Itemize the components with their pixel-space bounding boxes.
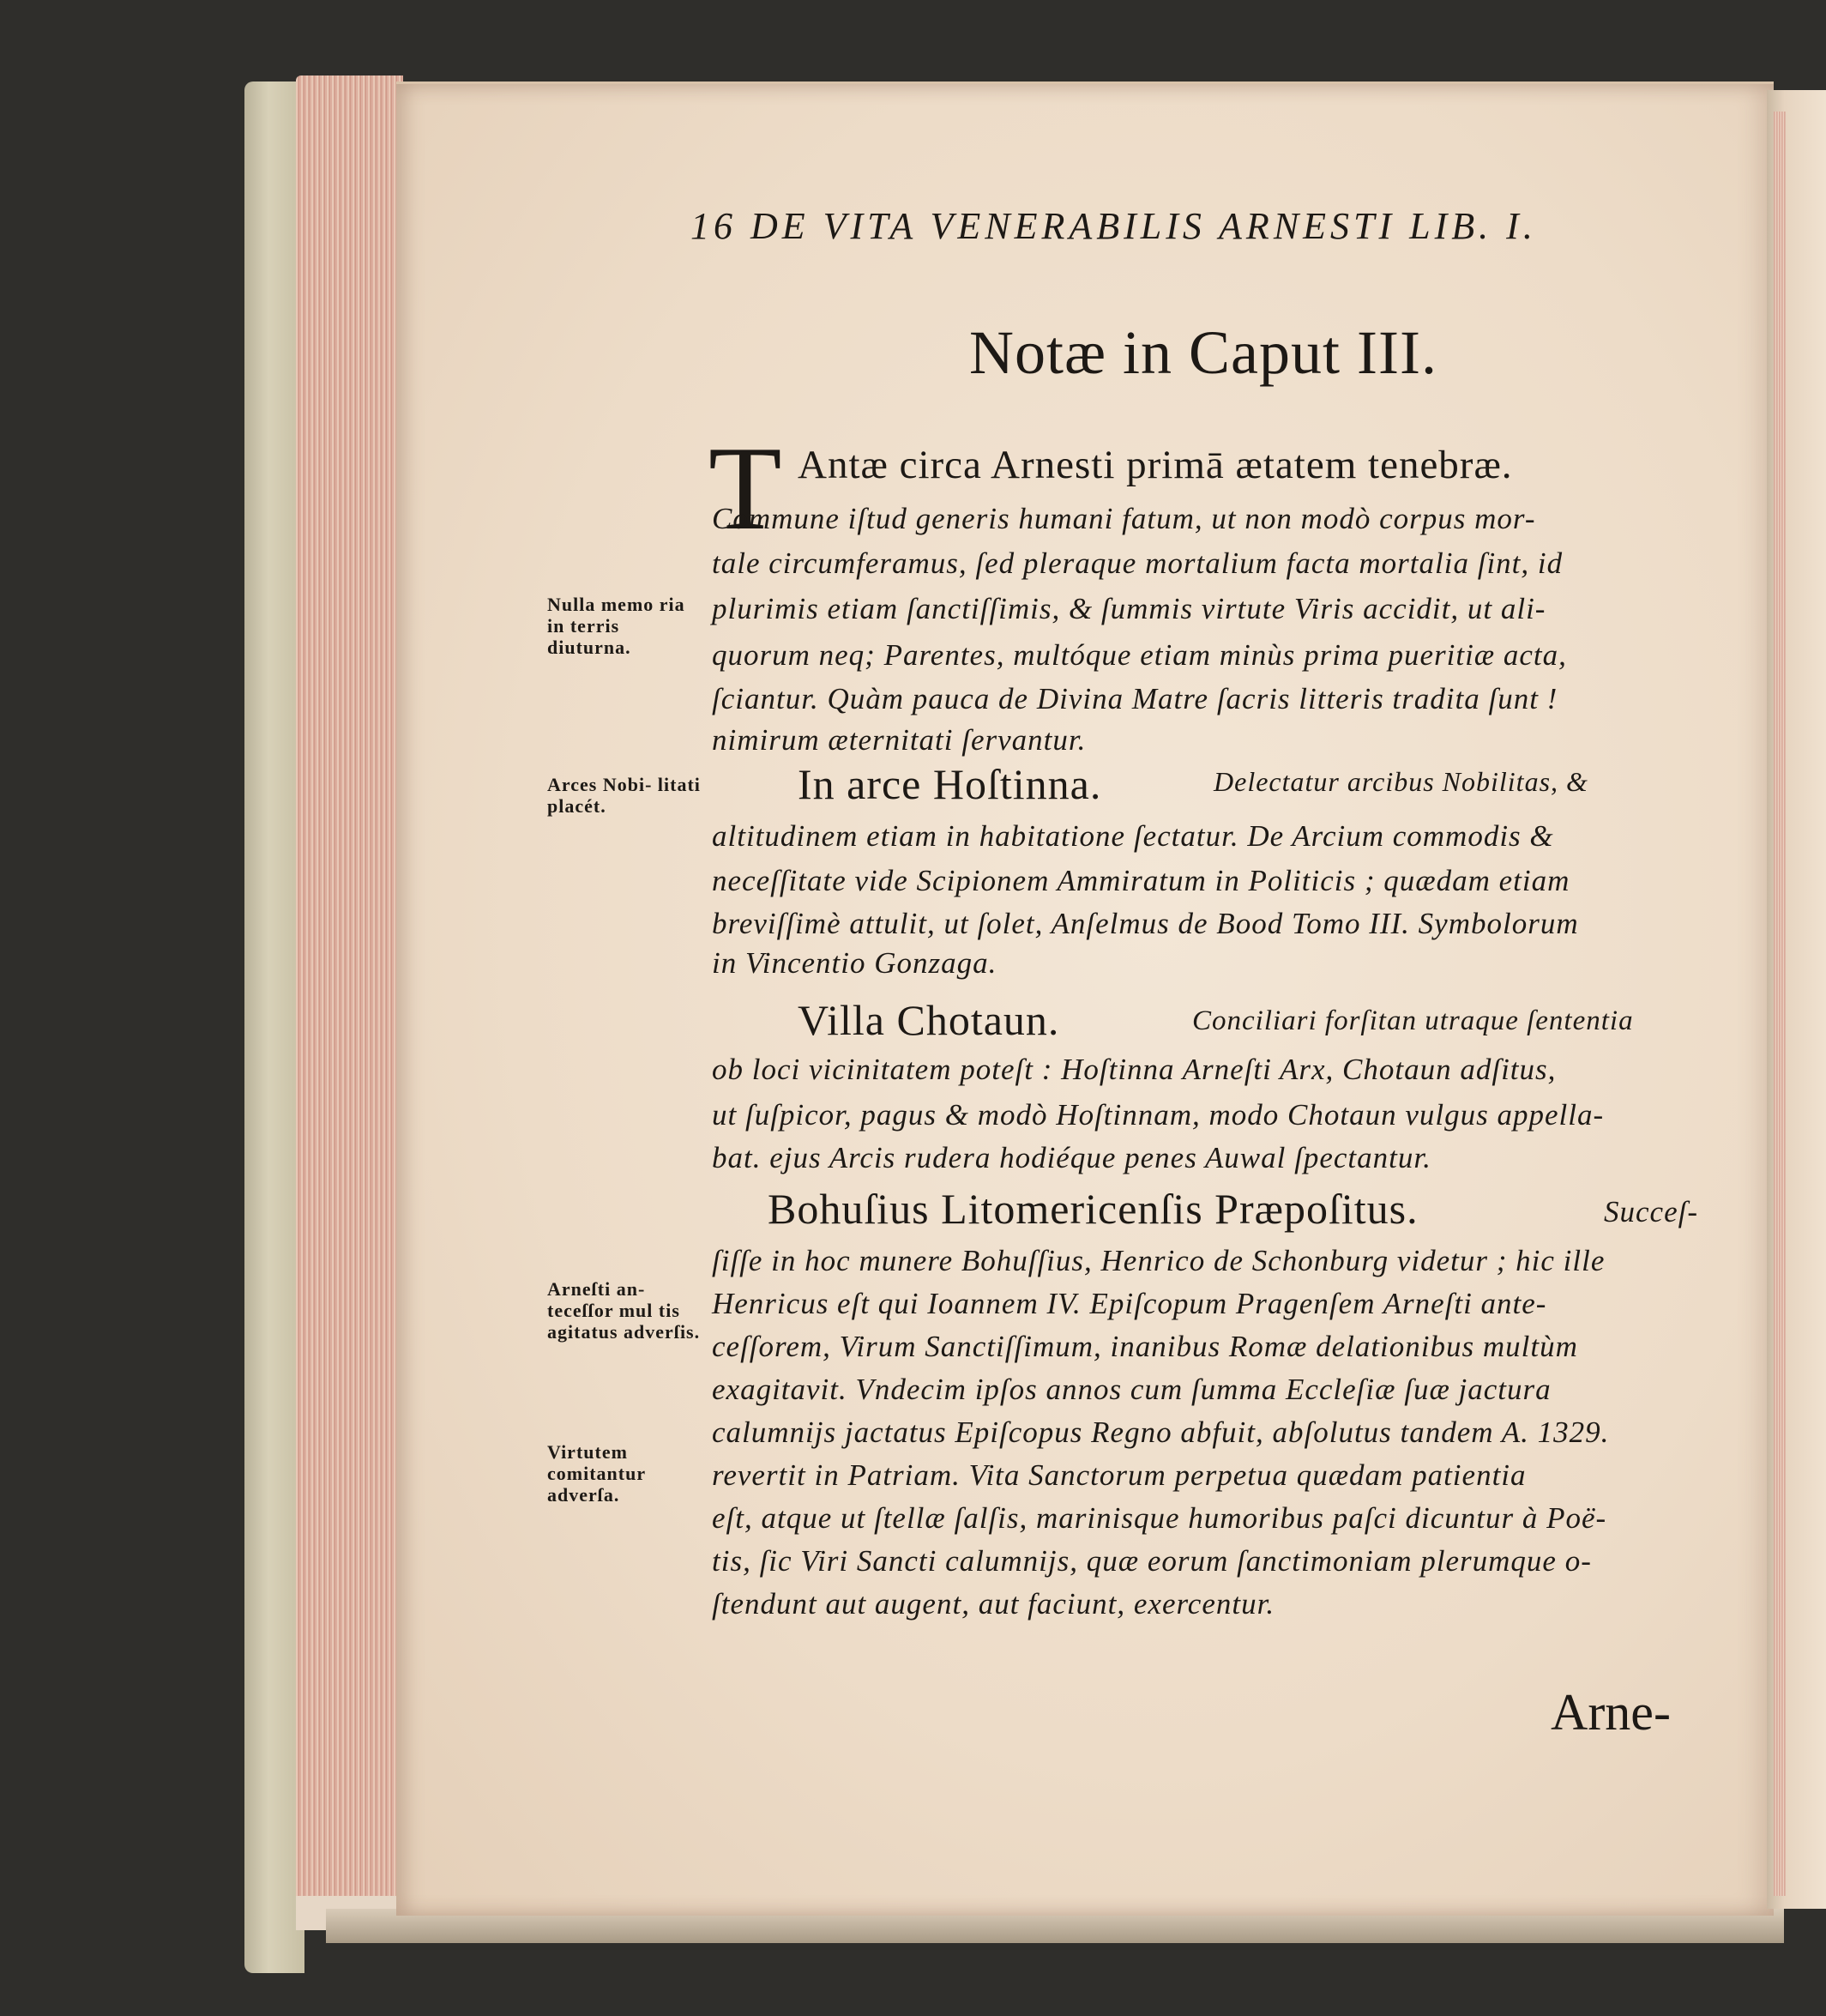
text-line: eſt, atque ut ſtellæ ſalſis, marinisque humoribus paſci dicuntur à Poë- [712,1501,1607,1535]
text-line: Commune iſtud generis humani fatum, ut non modò corpus mor- [712,502,1536,535]
text-line: nimirum æternitati ſervantur. [712,723,1087,757]
text-line: ut ſuſpicor, pagus & modò Hoſtinnam, modo Chotaun vulgus appella- [712,1098,1605,1132]
heading-hostinna: In arce Hoſtinna. [798,760,1102,808]
text-line: calumnijs jactatus Epiſcopus Regno abfuit, abſolutus tandem A. 1329. [712,1415,1610,1449]
drop-cap: T [708,422,782,555]
text-line: bat. ejus Arcis rudera hodiéque penes Auwal ſpectantur. [712,1141,1431,1174]
text-line: Henricus eſt qui Ioannem IV. Epiſcopum Pragenſem Arneſti ante- [712,1287,1547,1320]
text-line: ſciantur. Quàm pauca de Divina Matre ſacris litteris tradita ſunt ! [712,682,1558,715]
chapter-title: Notæ in Caput III. [969,318,1437,387]
text-line: ob loci vicinitatem poteſt : Hoſtinna Arneſti Arx, Chotaun adſitus, [712,1053,1557,1086]
text-line: tis, ſic Viri Sancti calumnijs, quæ eorum ſanctimoniam plerumque o- [712,1544,1592,1578]
text-line: revertit in Patriam. Vita Sanctorum perpetua quædam patientia [712,1458,1527,1492]
page-edges-left [296,75,403,1903]
text-line: plurimis etiam ſanctiſſimis, & ſummis virtute Viris accidit, ut ali- [712,592,1546,625]
text-line: ſtendunt aut augent, aut faciunt, exercentur. [712,1587,1275,1621]
margin-note: Nulla memo ria in terris diuturna. [547,594,685,658]
heading-bohusius: Bohuſius Litomericenſis Præpoſitus. [768,1185,1419,1233]
text-line: Succeſ- [1604,1195,1698,1228]
text-line: ſiſſe in hoc munere Bohuſſius, Henrico de Schonburg videtur ; hic ille [712,1244,1606,1277]
heading-chotaun: Villa Chotaun. [798,996,1060,1044]
text-line: Conciliari forſitan utraque ſententia [1192,1005,1634,1036]
text-line: exagitavit. Vndecim ipſos annos cum ſumma Eccleſiæ ſuæ jactura [712,1373,1552,1406]
margin-note: Arces Nobi- litati placét. [547,774,701,817]
opening-line: Antæ circa Arnesti primā ætatem tenebræ. [798,443,1513,487]
text-line: tale circumferamus, ſed pleraque mortalium facta mortalia ſint, id [712,546,1564,580]
text-line: ceſſorem, Virum Sanctiſſimum, inanibus Romæ delationibus multùm [712,1330,1578,1363]
text-line: Delectatur arcibus Nobilitas, & [1214,766,1588,797]
margin-note: Virtutem comitantur adverſa. [547,1441,646,1506]
text-line: neceſſitate vide Scipionem Ammiratum in Politicis ; quædam etiam [712,864,1570,897]
text-line: breviſſimè attulit, ut ſolet, Anſelmus de Bood Tomo III. Symbolorum [712,907,1579,940]
margin-note: Arneſti an- teceſſor mul tis agitatus adverſis. [547,1278,701,1343]
text-line: altitudinem etiam in habitatione ſectatur. De Arcium commodis & [712,819,1554,853]
text-line: in Vincentio Gonzaga. [712,946,997,980]
text-line: quorum neq; Parentes, multóque etiam minùs prima pueritiæ acta, [712,638,1567,672]
running-head: 16 DE VITA VENERABILIS ARNESTI LIB. I. [690,205,1537,247]
facing-page-lines [1774,112,1786,1896]
catchword: Arne- [1551,1684,1671,1741]
